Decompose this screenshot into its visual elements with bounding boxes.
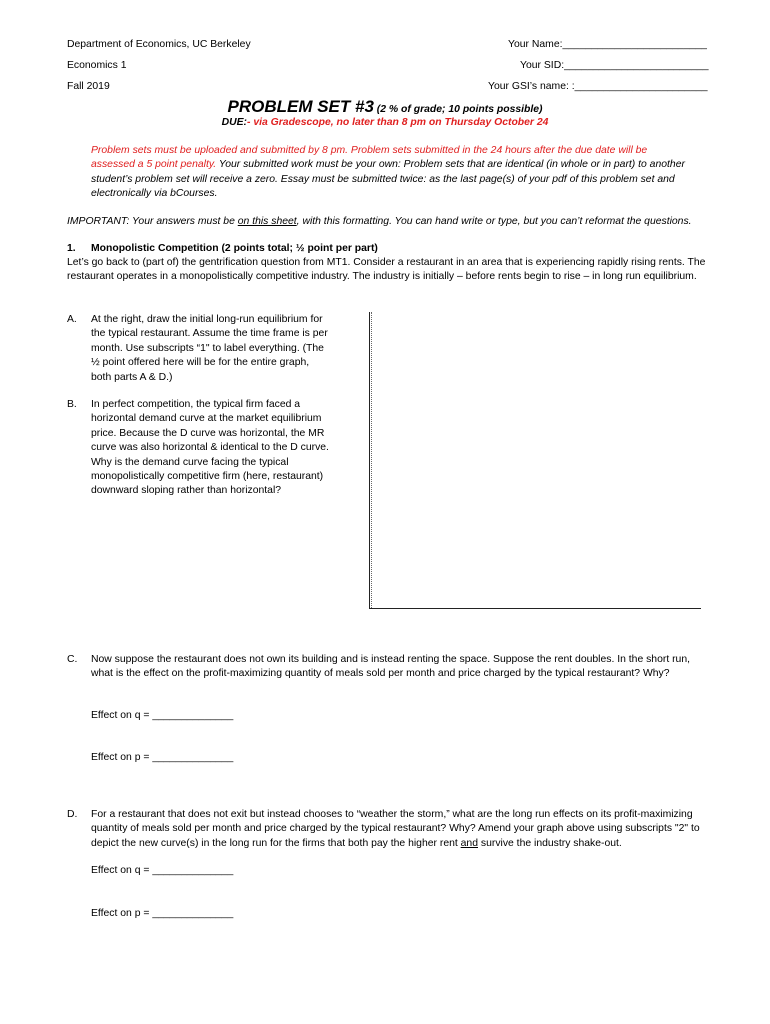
due-text: - via Gradescope, no later than 8 pm on Thursday October 24	[247, 117, 549, 128]
part-d-effect-p-field[interactable]: Effect on p = ______________	[91, 908, 234, 919]
part-a-text: At the right, draw the initial long-run equilibrium for the typical restaurant. Assume the time frame is per month. Use subscripts “1" to label everything. (The ½ point offered here will be for the entire graph, both parts A & D.)	[91, 314, 328, 383]
part-d-letter: D.	[67, 809, 78, 820]
due-prefix: DUE:	[221, 117, 247, 128]
part-d-effect-q-field[interactable]: Effect on q = ______________	[91, 865, 234, 876]
part-c-text: Now suppose the restaurant does not own its building and is instead renting the space. Suppose the rent doubles. In the short run, what is the effect on the profit-maximizing quantity of meals sold per month and price charged by the typical restaurant? Why?	[91, 654, 690, 680]
important-label: IMPORTANT	[67, 216, 127, 227]
sid-field[interactable]: Your SID:_________________________	[520, 60, 709, 71]
part-c-effect-p-field[interactable]: Effect on p = ______________	[91, 752, 234, 763]
question-heading: Monopolistic Competition (2 points total; ½ point per part)	[91, 243, 378, 254]
instructions-paragraph	[91, 144, 691, 202]
important-note	[67, 215, 692, 229]
part-c-effect-q-field[interactable]: Effect on q = ______________	[91, 710, 234, 721]
department-label: Department of Economics, UC Berkeley	[67, 39, 251, 50]
important-underlined: on this sheet	[237, 216, 297, 227]
part-d-text-a: For a restaurant that does not exit but instead chooses to “weather the storm,” what are the long run effects on its profit-maximizing quantity of meals sold per month and price charged by the typical restaurant? Why? Amend your graph above using subscripts "2" to depict the new curve(s) in the long run for the firms that both pay the higher rent	[91, 809, 700, 849]
name-field[interactable]: Your Name:_________________________	[508, 39, 707, 50]
course-label: Economics 1	[67, 60, 127, 71]
part-d-text	[91, 808, 711, 851]
due-line	[0, 117, 770, 128]
title-subtitle: (2 % of grade; 10 points possible)	[373, 104, 543, 115]
graph-drawing-area[interactable]	[369, 312, 701, 609]
title-main: PROBLEM SET #3	[227, 97, 374, 116]
part-b-letter: B.	[67, 399, 77, 410]
part-c-letter: C.	[67, 654, 78, 665]
page-title	[0, 97, 770, 117]
instructions-red: Problem sets must be uploaded and submitted by 8 pm. Problem sets submitted in the 24 hours after the due date will be assessed a 5 point penalty.	[91, 145, 648, 171]
important-text-a: : Your answers must be	[126, 216, 238, 227]
instructions-black: Your submitted work must be your own: Problem sets that are identical (in whole or in part) to another student’s problem set will receive a zero. Essay must be submitted twice: as the last page(s) of your pdf of this problem set and electronically via bCourses.	[91, 159, 685, 200]
important-text-b: , with this formatting. You can hand write or type, but you can’t reformat the questions.	[296, 216, 692, 227]
part-b-text: In perfect competition, the typical firm faced a horizontal demand curve at the market equilibrium price. Because the D curve was horizontal, the MR curve was also horizontal & identical to the D curve. Why is the demand curve facing the typical monopolistically competitive firm (here, restaurant) downward sloping rather than horizontal?	[91, 399, 329, 497]
question-number: 1.	[67, 243, 76, 254]
question-intro: Let’s go back to (part of) the gentrification question from MT1. Consider a restaurant in an area that is experiencing rapidly rising rents. The restaurant operates in a monopolistically competitive industry. The industry is initially – before rents begin to rise – in long run equilibrium.	[67, 257, 706, 283]
term-label: Fall 2019	[67, 81, 110, 92]
gsi-name-field[interactable]: Your GSI’s name: :_______________________	[488, 81, 708, 92]
part-a-letter: A.	[67, 314, 77, 325]
part-d-underlined: and	[460, 837, 478, 849]
part-d-text-b: survive the industry shake-out.	[478, 837, 622, 849]
